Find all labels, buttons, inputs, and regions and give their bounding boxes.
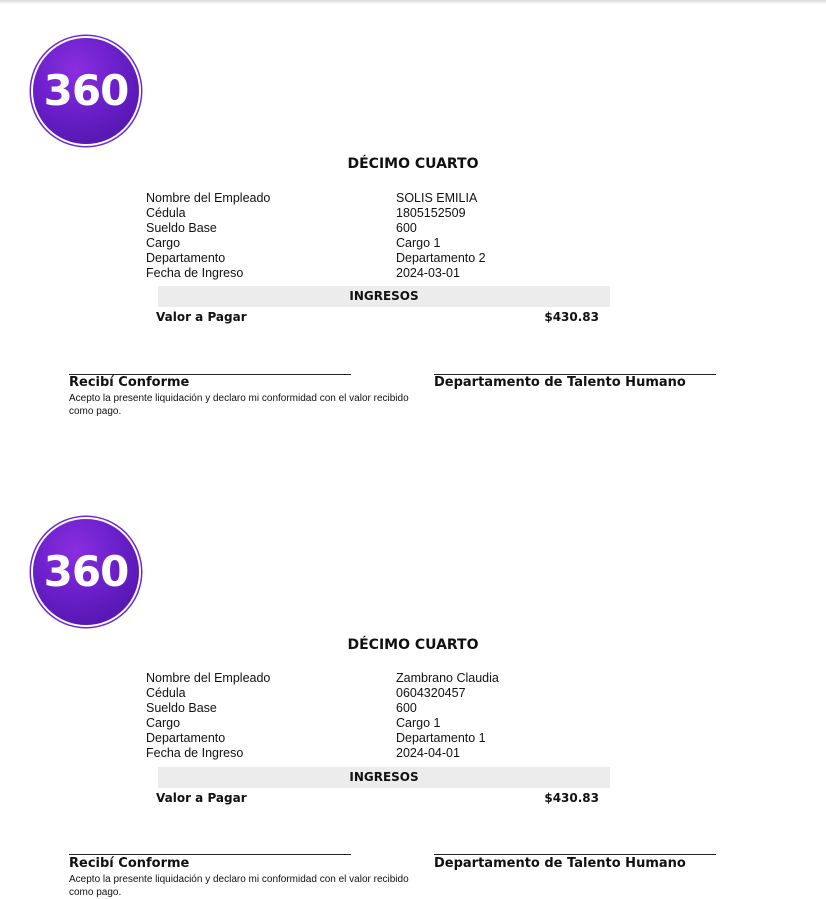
signature-label-hr: Departamento de Talento Humano bbox=[434, 856, 686, 871]
value-position: Cargo 1 bbox=[396, 236, 441, 250]
value-base-salary: 600 bbox=[396, 701, 417, 715]
acceptance-note: Acepto la presente liquidación y declaro mi conformidad con el valor recibido como pago. bbox=[69, 874, 409, 898]
value-id: 0604320457 bbox=[396, 686, 466, 700]
label-position: Cargo bbox=[146, 236, 181, 250]
label-employee-name: Nombre del Empleado bbox=[146, 671, 271, 685]
acceptance-note: Acepto la presente liquidación y declaro mi conformidad con el valor recibido como pago. bbox=[69, 393, 409, 417]
label-department: Departamento bbox=[146, 251, 226, 265]
signature-label-employee: Recibí Conforme bbox=[69, 856, 190, 871]
value-position: Cargo 1 bbox=[396, 716, 441, 730]
value-start-date: 2024-04-01 bbox=[396, 746, 460, 760]
pay-label: Valor a Pagar bbox=[156, 791, 247, 805]
label-id: Cédula bbox=[146, 686, 186, 700]
signature-label-hr: Departamento de Talento Humano bbox=[434, 375, 686, 390]
label-id: Cédula bbox=[146, 206, 186, 220]
label-department: Departamento bbox=[146, 731, 226, 745]
label-start-date: Fecha de Ingreso bbox=[146, 266, 244, 280]
value-start-date: 2024-03-01 bbox=[396, 266, 460, 280]
logo-text: 360 bbox=[43, 66, 129, 115]
label-start-date: Fecha de Ingreso bbox=[146, 746, 244, 760]
label-employee-name: Nombre del Empleado bbox=[146, 191, 271, 205]
pay-label: Valor a Pagar bbox=[156, 310, 247, 324]
value-employee-name: SOLIS EMILIA bbox=[396, 191, 478, 205]
signature-line-hr bbox=[434, 854, 716, 855]
ingresos-header: INGRESOS bbox=[158, 767, 610, 788]
company-logo bbox=[33, 519, 139, 625]
employee-info-values bbox=[396, 671, 499, 761]
label-base-salary: Sueldo Base bbox=[146, 221, 217, 235]
value-department: Departamento 2 bbox=[396, 251, 486, 265]
label-base-salary: Sueldo Base bbox=[146, 701, 217, 715]
value-base-salary: 600 bbox=[396, 221, 417, 235]
signature-label-employee: Recibí Conforme bbox=[69, 375, 190, 390]
pay-amount: $430.83 bbox=[544, 791, 599, 805]
logo-text: 360 bbox=[43, 547, 129, 596]
signature-line-employee bbox=[69, 854, 351, 855]
value-employee-name: Zambrano Claudia bbox=[396, 671, 499, 685]
value-id: 1805152509 bbox=[396, 206, 466, 220]
receipt-title: DÉCIMO CUARTO bbox=[347, 637, 479, 653]
value-department: Departamento 1 bbox=[396, 731, 486, 745]
receipt-title: DÉCIMO CUARTO bbox=[347, 156, 479, 172]
employee-info-labels bbox=[146, 671, 270, 761]
label-position: Cargo bbox=[146, 716, 181, 730]
ingresos-header: INGRESOS bbox=[158, 286, 610, 307]
pay-amount: $430.83 bbox=[544, 310, 599, 324]
